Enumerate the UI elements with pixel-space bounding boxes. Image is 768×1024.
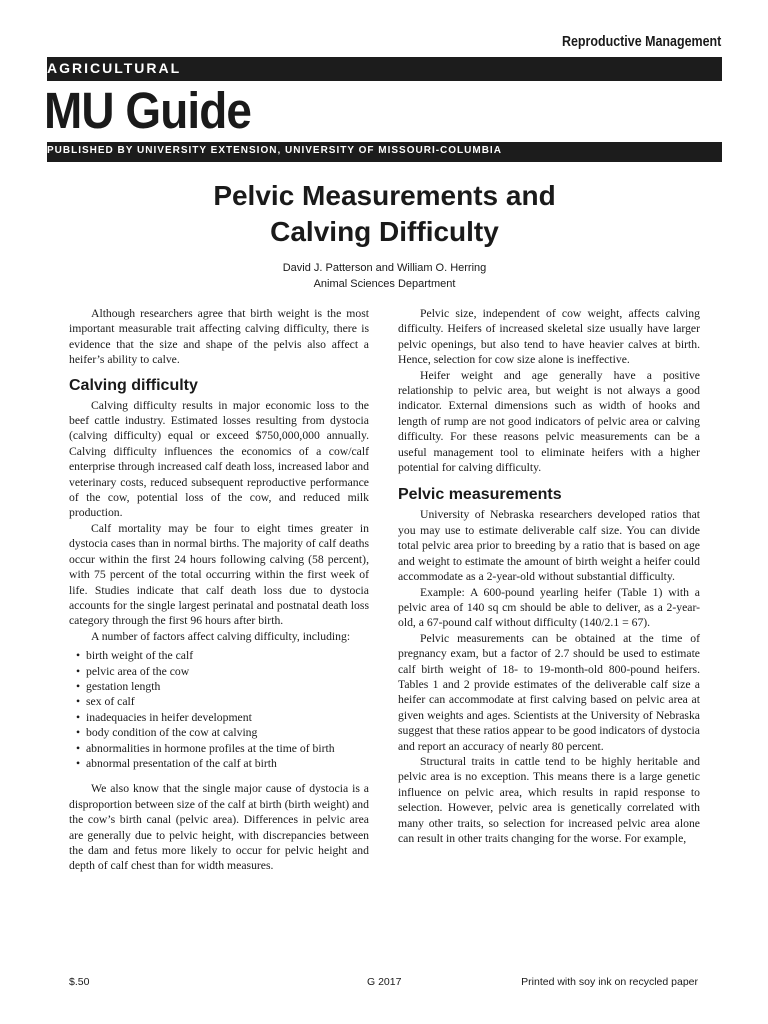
body-paragraph: We also know that the single major cause of dystocia is a disproportion between size of the calf at birth (birth weight) and the cow’s birth canal (pelvic area). Differences in pelvic area are generally due to pelvic height, with discrepancies between the dam and fetus more likely to occur for pelvic height and depth of calf chest than for width measures. [69,782,369,873]
series-label: Reproductive Management [561,34,721,50]
footer-note: Printed with soy ink on recycled paper [521,976,698,988]
left-column [69,306,369,874]
body-paragraph: A number of factors affect calving difficulty, including: [91,629,351,643]
agricultural-label: AGRICULTURAL [47,60,182,76]
author-department: Animal Sciences Department [313,278,456,290]
factor-list [76,648,369,771]
heading-pelvic-measurements: Pelvic measurements [398,486,562,504]
list-item: • birth weight of the calf [76,649,194,663]
list-item: • inadequacies in heifer development [76,710,252,724]
agricultural-banner [47,57,722,81]
body-paragraph: Example: A 600-pound yearling heifer (Table 1) with a pelvic area of 140 sq cm should be able to deliver, as a 2-year-old, a 67-pound calf without difficulty (140/2.1 = 67). [398,585,700,630]
body-paragraph: Calf mortality may be four to eight times greater in dystocia cases than in normal births. The majority of calf deaths occur within the first 24 hours following calving (58 percent), with 75 percent of the total occurring within the first week of life. Studies indicate that calf death loss due to dystocia accounts for the single largest perinatal and postnatal death loss category through the first 96 hours after birth. [69,521,369,628]
body-paragraph: Structural traits in cattle tend to be highly heritable and pelvic area is no exception. This means there is a large genetic influence on pelvic area, which results in rapid response to selection. However, pelvic area is genetically correlated with many other traits, so selection for increased pelvic area alone can result in other traits changing for the worse. For example, [398,754,700,845]
page-title-line2: Calving Difficulty [270,216,499,247]
list-item: • gestation length [76,679,161,693]
list-item: • sex of calf [76,695,135,709]
list-item: • pelvic area of the cow [76,664,190,678]
footer-price: $.50 [69,976,90,988]
author-names: David J. Patterson and William O. Herring [282,262,487,274]
publisher-banner [47,142,722,162]
body-paragraph: University of Nebraska researchers developed ratios that you may use to estimate deliverable calf size. You can divide total pelvic area prior to breeding by a ratio that is based on age and weight to estimate the amount of birth weight a heifer could accommodate as a 2-year-old without substantial difficulty. [398,508,700,584]
list-item: • abnormalities in hormone profiles at the time of birth [76,741,335,755]
intro-paragraph: Although researchers agree that birth weight is the most important measurable trait affecting calving difficulty, there is evidence that the size and shape of the pelvis also affect a heifer’s ability to calve. [69,307,369,367]
body-paragraph: Pelvic measurements can be obtained at the time of pregnancy exam, but a factor of 2.7 should be used to estimate calf birth weight of 18- to 19-month-old 800-pound heifers. Tables 1 and 2 provide estimates of the deliverable calf size a heifer can accommodate at first calving based on pelvic area at given weights and ages. Scientists at the University of Nebraska suggest that these ratios appear to be good indicators of dystocia and report an accuracy of nearly 80 percent. [398,631,700,753]
heading-calving-difficulty: Calving difficulty [69,376,198,394]
body-paragraph: Calving difficulty results in major economic loss to the beef cattle industry. Estimated losses resulting from dystocia (calving difficulty) equal or exceed $750,000,000 annually. Calving difficulty influences the economics of a cow/calf enterprise through increased calf death loss, increased labor and veterinary costs, reduced subsequent reproductive performance of the cow, potential loss of the cow, and reduced milk production. [69,398,369,520]
page-title-line1: Pelvic Measurements and [213,180,556,211]
footer-code: G 2017 [367,976,402,988]
body-paragraph: Pelvic size, independent of cow weight, affects calving difficulty. Heifers of increased skeletal size usually have larger pelvic openings, but also tend to have heavier calves at birth. Hence, selection for cow size alone is ineffective. [398,307,700,367]
list-item: • abnormal presentation of the calf at birth [76,756,277,770]
list-item: • body condition of the cow at calving [76,726,258,740]
right-column [398,306,700,846]
mu-guide-logo: MU Guide [44,82,251,139]
publisher-label: PUBLISHED BY UNIVERSITY EXTENSION, UNIVERSITY OF MISSOURI-COLUMBIA [47,145,502,156]
body-paragraph: Heifer weight and age generally have a positive relationship to pelvic area, but weight is not always a good indicator. External dimensions such as width of hooks and length of rump are not good indicators of pelvic area or calving difficulty. For these reasons pelvic measurements can be a useful management tool to eliminate heifers with a higher potential for calving difficulty. [398,368,700,475]
